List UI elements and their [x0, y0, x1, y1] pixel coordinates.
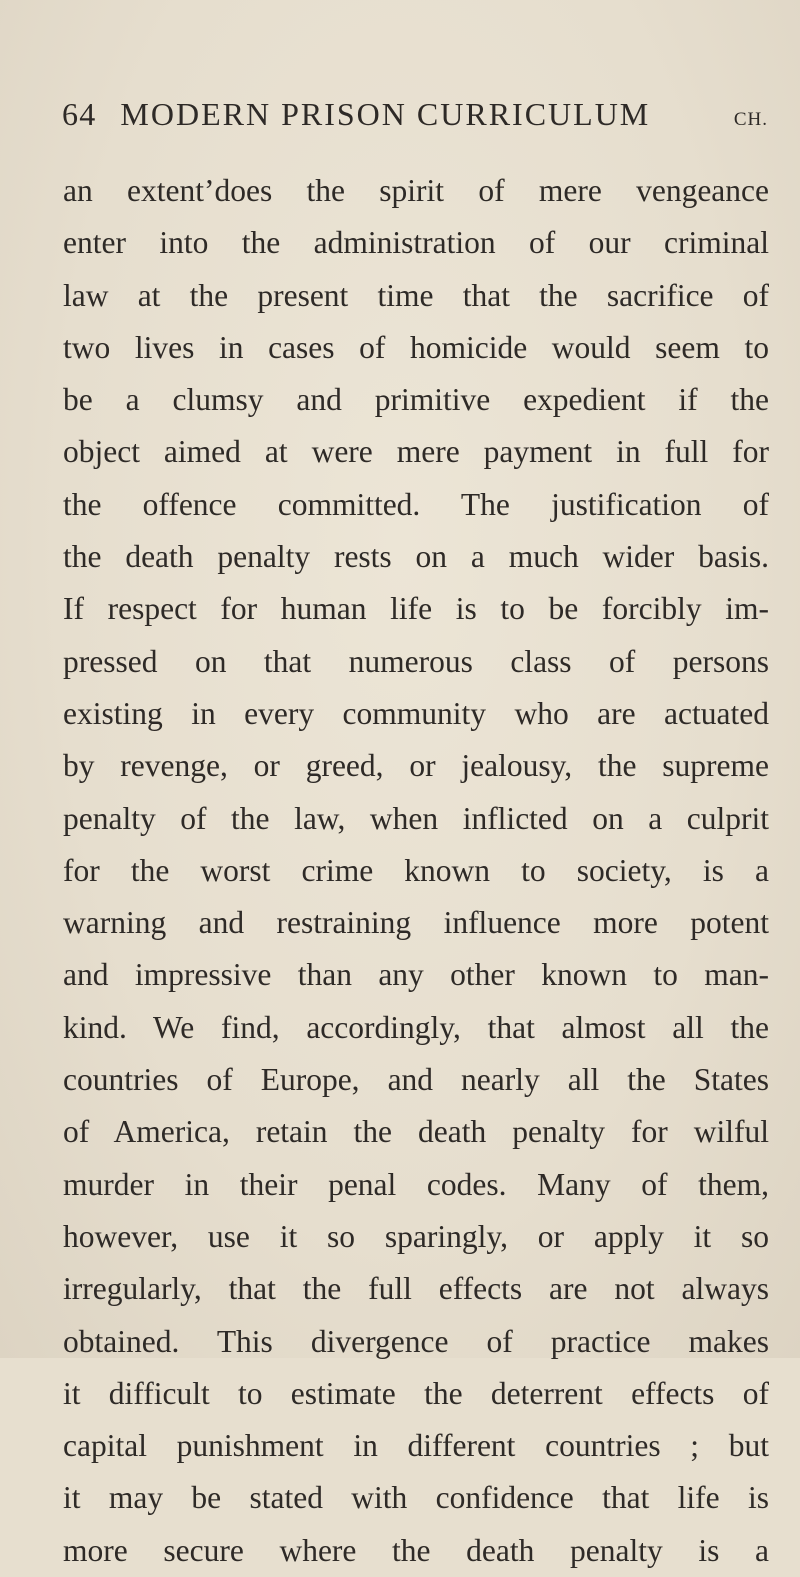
- chapter-abbreviation: CH.: [733, 109, 768, 130]
- text-line: warning and restraining influence more potent: [63, 905, 769, 941]
- text-line: capital punishment in different countries ; but: [63, 1428, 769, 1464]
- text-line: enter into the administration of our criminal: [63, 225, 769, 261]
- text-line: kind. We find, accordingly, that almost all the: [63, 1009, 769, 1045]
- text-line: it may be stated with confidence that life is: [63, 1480, 769, 1516]
- text-line: law at the present time that the sacrifice of: [63, 277, 769, 313]
- text-line: pressed on that numerous class of persons: [63, 643, 769, 679]
- text-line: existing in every community who are actuated: [63, 695, 769, 731]
- text-line: If respect for human life is to be forcibly im-: [63, 591, 769, 627]
- text-line: more secure where the death penalty is a: [63, 1532, 769, 1568]
- text-line: the offence committed. The justification of: [63, 486, 769, 522]
- text-line: however, use it so sparingly, or apply it so: [63, 1218, 769, 1254]
- text-line: irregularly, that the full effects are not always: [63, 1271, 769, 1307]
- text-line: and impressive than any other known to man-: [63, 957, 769, 993]
- text-line: an extent’does the spirit of mere vengeance: [63, 173, 769, 208]
- text-line: countries of Europe, and nearly all the States: [63, 1062, 769, 1098]
- text-line: two lives in cases of homicide would seem to: [63, 329, 769, 365]
- text-line: obtained. This divergence of practice makes: [63, 1323, 769, 1359]
- running-title: MODERN PRISON CURRICULUM: [120, 96, 651, 132]
- text-line: by revenge, or greed, or jealousy, the supreme: [63, 748, 769, 784]
- text-line: for the worst crime known to society, is a: [63, 852, 769, 888]
- page-number: 64: [62, 96, 97, 132]
- text-line: object aimed at were mere payment in full for: [63, 434, 769, 470]
- text-line: penalty of the law, when inflicted on a culprit: [63, 800, 769, 836]
- running-head: [62, 96, 768, 144]
- text-line: of America, retain the death penalty for wilful: [63, 1114, 769, 1150]
- text-line: the death penalty rests on a much wider basis.: [63, 539, 769, 575]
- text-line: it difficult to estimate the deterrent effects of: [63, 1375, 769, 1411]
- text-line: be a clumsy and primitive expedient if the: [63, 382, 769, 418]
- body-text: [63, 165, 769, 1577]
- text-line: murder in their penal codes. Many of them,: [63, 1166, 769, 1202]
